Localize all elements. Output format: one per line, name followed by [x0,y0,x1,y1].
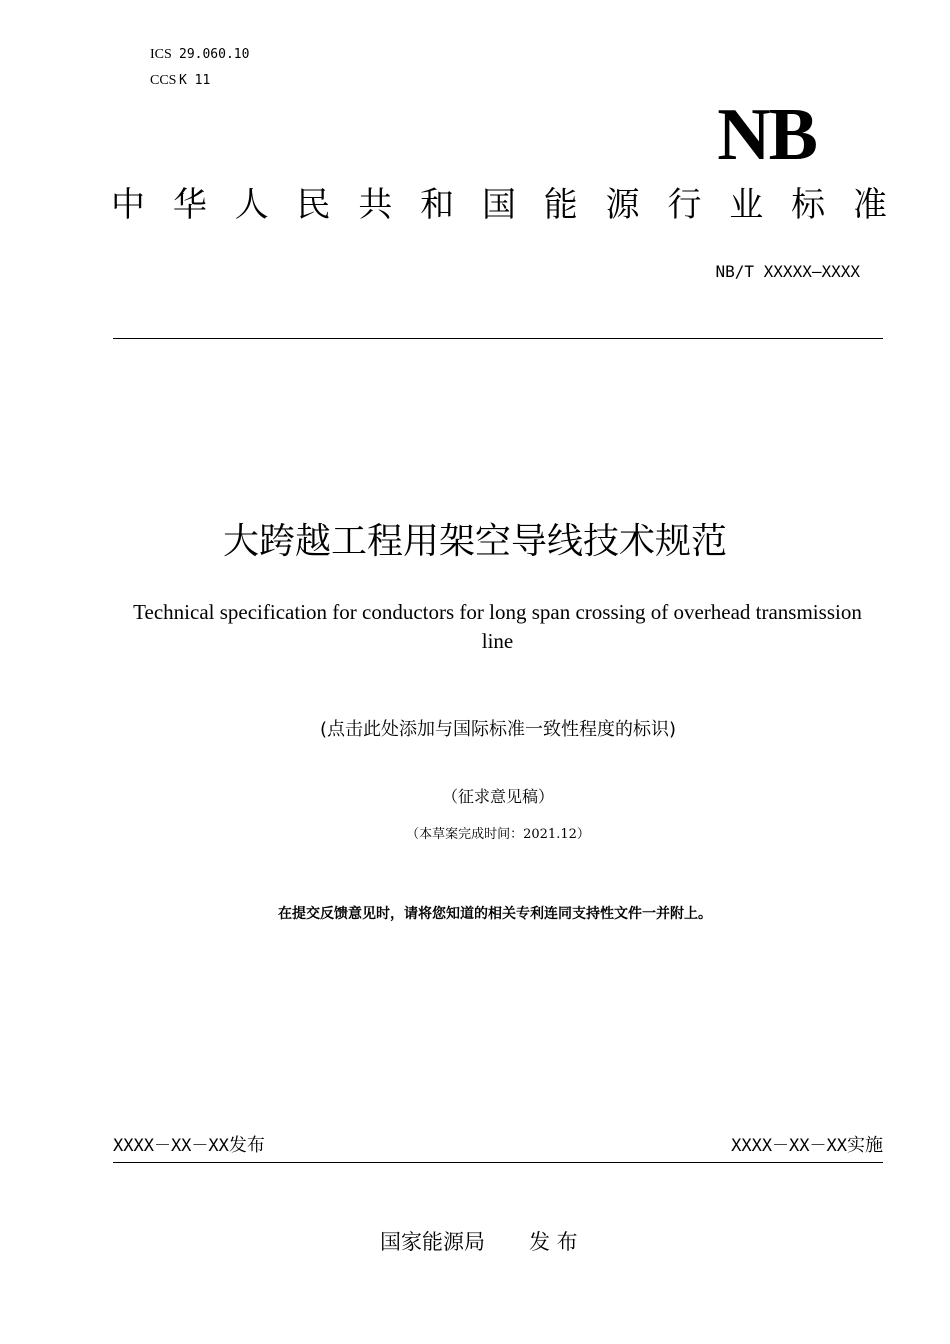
publisher-action: 发 布 [529,1230,578,1254]
issuer-title-char: 能 [543,185,578,225]
draft-status: （征求意见稿） [441,787,554,806]
publisher-org: 国家能源局 [380,1230,485,1254]
ics-value: 29.060.10 [179,47,250,62]
issuer-title-char: 业 [729,185,764,225]
document-title-zh: 大跨越工程用架空导线技术规范 [222,521,727,562]
draft-date: （本草案完成时间：2021.12） [406,827,590,842]
release-date-value: XXXX－XX－XX [113,1136,229,1156]
header-divider [113,338,883,339]
standard-number: NB/T XXXXX—XXXX [715,262,860,281]
issuer-title-char: 准 [852,185,887,225]
issuer-title-char: 国 [481,185,516,225]
implementation-date-label: 实施 [847,1135,883,1156]
implementation-date-value: XXXX－XX－XX [731,1136,847,1156]
publisher [380,1227,578,1257]
issuer-title-char: 源 [605,185,640,225]
issuer-title-char: 民 [296,185,331,225]
release-date-label: 发布 [228,1135,265,1156]
issuer-title-char: 中 [111,185,145,225]
consistency-note[interactable]: (点击此处添加与国际标准一致性程度的标识) [319,719,677,740]
release-date [113,1133,265,1159]
ccs-label: CCS [150,73,177,88]
issuer-title-char: 和 [420,185,455,225]
issuer-title-char: 华 [172,185,207,225]
ics-label: ICS [150,47,172,62]
ics-code [150,46,249,63]
ccs-value: K 11 [179,73,211,88]
nb-logo: NB [717,94,816,176]
issuer-title-char: 人 [234,185,269,225]
issuer-title [104,182,894,228]
issuer-title-char: 标 [791,185,826,225]
implementation-date [731,1133,883,1159]
issuer-title-char: 行 [667,185,702,225]
patent-note: 在提交反馈意见时，请将您知道的相关专利连同支持性文件一并附上。 [278,906,712,922]
ccs-code [150,72,210,89]
document-title-en: Technical specification for conductors for long span crossing of overhead transmission line [133,600,862,653]
issuer-title-char: 共 [358,185,393,225]
footer-divider [113,1162,883,1163]
